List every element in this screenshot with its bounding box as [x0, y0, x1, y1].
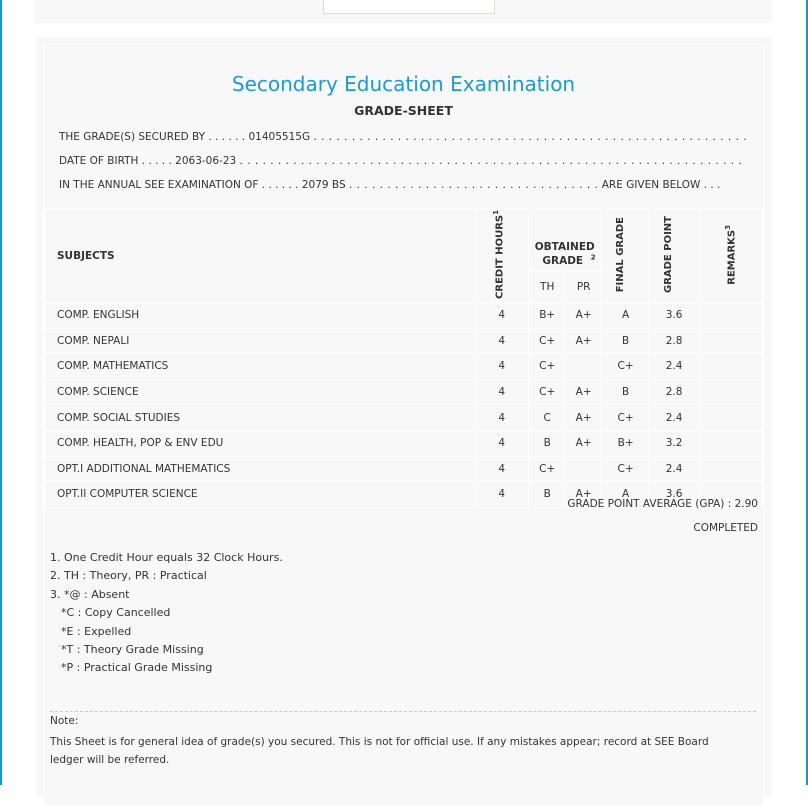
remarks-cell	[699, 302, 763, 328]
note-text: This Sheet is for general idea of grade(s) you secured. This is not for official use. If any mistakes appear; record at SEE Board ledger will be referred.	[50, 736, 709, 766]
secured-by-line	[59, 131, 747, 143]
top-panel	[35, 0, 772, 23]
header-credit-hours: CREDIT HOURS$^1$	[475, 210, 529, 303]
secured-by-dots: . . . . . . . . . . . . . . . . . . . . . . . . . . . . . . . . . . . . . . . . . . . . . . . . . . . . . . . . .	[313, 131, 748, 143]
exam-dots: . . . . . . . . . . . . . . . . . . . . . . . . . . . . . . . . .	[348, 179, 599, 191]
table-row	[45, 456, 763, 482]
footnote: *C : Copy Cancelled	[61, 606, 171, 620]
credit-hours-cell: 4	[475, 302, 529, 328]
practical-grade-cell: A+	[566, 405, 602, 431]
final-grade-cell: B+	[602, 430, 650, 456]
theory-grade-cell: C+	[529, 456, 566, 482]
credit-hours-cell: 4	[475, 405, 529, 431]
footnotes	[50, 549, 283, 678]
credit-hours-cell: 4	[475, 456, 529, 482]
remarks-cell	[699, 456, 763, 482]
grade-point-cell: 3.2	[650, 430, 699, 456]
theory-grade-cell: C+	[529, 354, 566, 380]
subject-cell: COMP. MATHEMATICS	[45, 354, 475, 380]
subject-cell: OPT.II COMPUTER SCIENCE	[45, 482, 475, 508]
credit-hours-cell: 4	[475, 482, 529, 508]
grade-point-cell: 2.4	[650, 354, 699, 380]
dob-value: 2063-06-23	[175, 155, 237, 167]
practical-grade-cell: A+	[566, 482, 602, 508]
theory-grade-cell: B+	[529, 302, 566, 328]
remarks-cell	[699, 379, 763, 405]
credit-hours-cell: 4	[475, 328, 529, 354]
grade-sheet-heading: GRADE-SHEET	[354, 103, 453, 118]
footnote: *T : Theory Grade Missing	[61, 643, 204, 657]
grade-point-cell: 2.8	[650, 328, 699, 354]
credit-hours-cell: 4	[475, 430, 529, 456]
table-row	[45, 430, 763, 456]
grade-point-cell: 2.4	[650, 456, 699, 482]
grade-point-cell: 2.4	[650, 405, 699, 431]
header-final-grade: FINAL GRADE	[602, 210, 650, 303]
exam-label: IN THE ANNUAL SEE EXAMINATION OF . . . . . .	[59, 179, 299, 191]
footnote: 1. One Credit Hour equals 32 Clock Hours.	[50, 551, 283, 564]
final-grade-cell: C+	[602, 456, 650, 482]
header-subjects: SUBJECTS	[45, 210, 475, 303]
table-row	[45, 379, 763, 405]
exam-suffix: ARE GIVEN BELOW . . .	[601, 179, 721, 191]
theory-grade-cell: B	[529, 482, 566, 508]
exam-year: 2079 BS	[301, 179, 346, 191]
practical-grade-cell: A+	[566, 430, 602, 456]
subject-cell: COMP. ENGLISH	[45, 302, 475, 328]
header-grade-point: GRADE POINT	[650, 210, 699, 303]
final-grade-cell: C+	[602, 354, 650, 380]
remarks-cell	[699, 430, 763, 456]
credit-hours-cell: 4	[475, 354, 529, 380]
subject-cell: COMP. NEPALI	[45, 328, 475, 354]
footnote: *E : Expelled	[61, 624, 132, 638]
table-row	[45, 354, 763, 380]
credit-hours-cell: 4	[475, 379, 529, 405]
top-input-box	[323, 0, 495, 14]
gpa-value: GRADE POINT AVERAGE (GPA) : 2.90	[567, 498, 758, 510]
page-edge-left	[0, 0, 2, 785]
grade-point-cell: 3.6	[650, 482, 699, 508]
header-pr: PR	[566, 271, 602, 303]
header-remarks: REMARKS$^3$	[699, 210, 763, 303]
subject-cell: COMP. SCIENCE	[45, 379, 475, 405]
dob-label: DATE OF BIRTH . . . . .	[59, 155, 172, 167]
theory-grade-cell: B	[529, 430, 566, 456]
footnote: 2. TH : Theory, PR : Practical	[50, 569, 207, 583]
note-label: Note:	[50, 715, 79, 727]
header-obtained-grade: OBTAINED GRADE $^2$	[529, 210, 602, 271]
grades-table	[44, 209, 763, 508]
footnote: 3. *@ : Absent	[50, 587, 130, 601]
practical-grade-cell: A+	[566, 328, 602, 354]
theory-grade-cell: C	[529, 405, 566, 431]
header-th: TH	[529, 271, 566, 303]
exam-line	[59, 179, 720, 191]
practical-grade-cell: A+	[566, 379, 602, 405]
table-row	[45, 405, 763, 431]
grade-point-cell: 2.8	[650, 379, 699, 405]
remarks-cell	[699, 354, 763, 380]
final-grade-cell: B	[602, 328, 650, 354]
final-grade-cell: B	[602, 379, 650, 405]
remarks-cell	[699, 405, 763, 431]
dob-line	[59, 155, 742, 167]
practical-grade-cell	[566, 456, 602, 482]
note-divider	[50, 711, 756, 712]
symbol-number: 01405515G	[248, 131, 311, 143]
final-grade-cell: C+	[602, 405, 650, 431]
grade-sheet	[43, 44, 764, 805]
grade-point-cell: 3.6	[650, 302, 699, 328]
table-row	[45, 302, 763, 328]
result-status: COMPLETED	[693, 522, 758, 534]
subject-cell: COMP. HEALTH, POP & ENV EDU	[45, 430, 475, 456]
practical-grade-cell: A+	[566, 302, 602, 328]
remarks-cell	[699, 328, 763, 354]
subject-cell: OPT.I ADDITIONAL MATHEMATICS	[45, 456, 475, 482]
grade-sheet-panel	[36, 37, 772, 797]
practical-grade-cell	[566, 354, 602, 380]
final-grade-cell: A	[602, 302, 650, 328]
theory-grade-cell: C+	[529, 379, 566, 405]
final-grade-cell: A	[602, 482, 650, 508]
theory-grade-cell: C+	[529, 328, 566, 354]
table-row	[45, 328, 763, 354]
exam-title: Secondary Education Examination	[231, 72, 576, 96]
dob-dots: . . . . . . . . . . . . . . . . . . . . . . . . . . . . . . . . . . . . . . . . . . . . . . . . . . . . . . . . . . . . . . . . . .	[239, 155, 743, 167]
subject-cell: COMP. SOCIAL STUDIES	[45, 405, 475, 431]
secured-by-label: THE GRADE(S) SECURED BY . . . . . .	[59, 131, 246, 143]
footnote: *P : Practical Grade Missing	[61, 661, 213, 675]
